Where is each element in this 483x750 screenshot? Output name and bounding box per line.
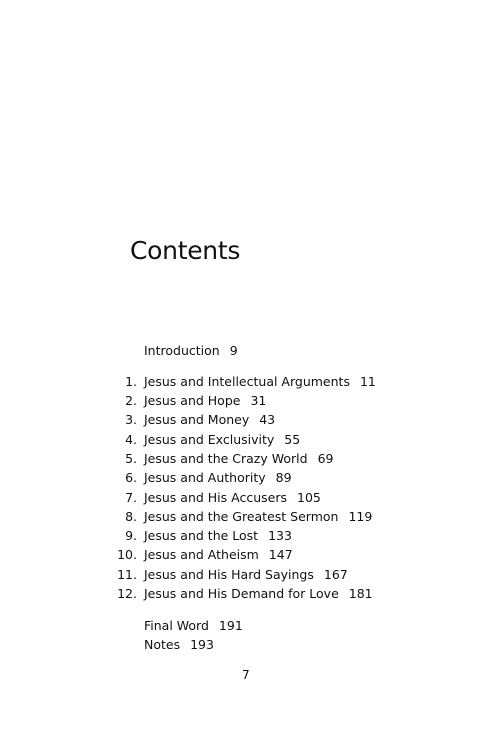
toc-entry-page: 55 [284, 432, 301, 447]
toc-entry-title: Jesus and Money [144, 412, 250, 427]
toc-entry-page: 167 [323, 567, 348, 582]
toc-entry-number: 1. [125, 374, 137, 389]
toc-entry-page: 89 [275, 470, 292, 485]
toc-entry-number: 3. [125, 412, 137, 427]
toc-entry-page: 69 [317, 451, 334, 466]
toc-entry-title: Jesus and Atheism [144, 547, 259, 562]
toc-entry-number: 4. [125, 432, 137, 447]
toc-entry-title: Jesus and His Demand for Love [144, 586, 339, 601]
toc-entry-chapter-12 [0, 584, 483, 603]
toc-entry-chapter-3 [0, 410, 483, 429]
toc-entry-chapter-11 [0, 565, 483, 584]
toc-entry-page: 191 [218, 618, 243, 633]
toc-entry-chapter-5 [0, 449, 483, 468]
toc-entry-chapter-4 [0, 430, 483, 449]
toc-entry-page: 11 [359, 374, 376, 389]
toc-entry-page: 193 [190, 637, 214, 652]
page-title: Contents [130, 236, 241, 265]
page-number: 7 [242, 668, 250, 682]
toc-entry-number: 2. [125, 393, 137, 408]
toc-entry-title: Jesus and Hope [144, 393, 241, 408]
toc-entry-title: Final Word [144, 618, 209, 633]
toc-entry-final-word [144, 616, 243, 635]
toc-entry-title: Notes [144, 637, 181, 652]
toc-entry-title: Jesus and Exclusivity [144, 432, 275, 447]
toc-entry-chapter-1 [0, 372, 483, 391]
toc-entry-page: 105 [297, 490, 321, 505]
toc-entry-page: 133 [268, 528, 292, 543]
toc-entry-title: Jesus and His Hard Sayings [144, 567, 314, 582]
toc-entry-title: Jesus and the Lost [144, 528, 259, 543]
toc-entry-number: 10. [117, 547, 137, 562]
toc-entry-page: 43 [259, 412, 276, 427]
toc-entry-number: 5. [125, 451, 137, 466]
toc-entry-title: Jesus and the Greatest Sermon [144, 509, 339, 524]
toc-entry-chapter-6 [0, 468, 483, 487]
toc-entry-title: Jesus and His Accusers [144, 490, 287, 505]
toc-entry-page: 147 [268, 547, 293, 562]
toc-entry-number: 9. [125, 528, 137, 543]
toc-entry-page: 9 [229, 343, 238, 358]
toc-entry-notes [144, 635, 214, 654]
toc-entry-number: 8. [125, 509, 137, 524]
toc-entry-chapter-2 [0, 391, 483, 410]
toc-entry-title: Jesus and Authority [144, 470, 266, 485]
toc-entry-title: Jesus and the Crazy World [144, 451, 308, 466]
toc-entry-chapter-9 [0, 526, 483, 545]
toc-entry-chapter-8 [0, 507, 483, 526]
toc-entry-chapter-7 [0, 488, 483, 507]
toc-entry-page: 119 [348, 509, 373, 524]
toc-entry-title: Introduction [144, 343, 220, 358]
toc-entry-page: 31 [250, 393, 267, 408]
toc-entry-chapter-10 [0, 545, 483, 564]
toc-entry-title: Jesus and Intellectual Arguments [144, 374, 350, 389]
toc-entry-number: 12. [117, 586, 137, 601]
toc-entry-page: 181 [348, 586, 373, 601]
toc-entry-number: 11. [117, 567, 137, 582]
toc-entry-number: 7. [125, 490, 137, 505]
toc-entry-number: 6. [125, 470, 137, 485]
toc-entry-introduction [144, 341, 238, 360]
